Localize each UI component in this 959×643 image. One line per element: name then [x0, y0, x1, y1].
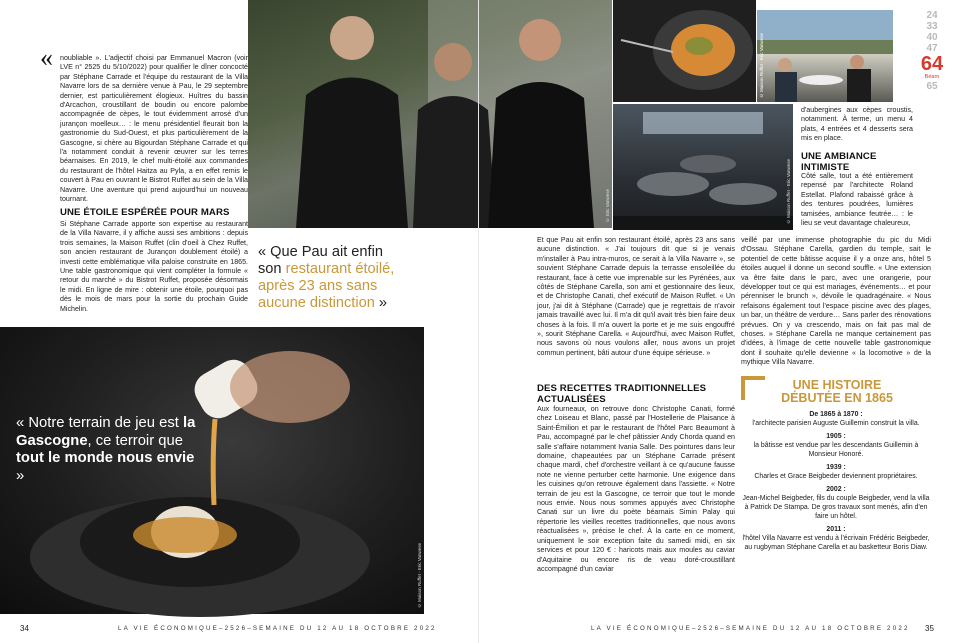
right-page — [479, 0, 959, 643]
terrace-illustration — [757, 10, 893, 102]
pull-quote — [258, 244, 408, 312]
section-paragraph-etoile: Si Stéphane Carrade apporte son expertise au restaurant de la Villa Navarre, il y affiche aussi ses ambitions : depuis trois semaines, la Maison Ruffet (clin d'oeil à Chez Ruffet, son ancien restaurant de Jurançon doublement étoilé) a investi cette emblématique villa paloise construite en 1865. Une table gastronomique qui vient compléter la formule « retour du marché » du Bistrot Ruffet, proposée désormais le midi. En ligne de mire : obtenir une étoile, pourquoi pas dès le mois de mars pour la sortie du prochain Guide Michelin. — [60, 220, 248, 313]
intro-paragraph: noubliable ». L'adjectif choisi par Emmanuel Macron (voir LVE n° 2525 du 5/10/2022) pour qualifier le dîner concocté par Stéphane Carrade et l'équipe du restaurant de la Villa Navarre lors de sa dernière venue à Pau, le 29 septembre dernier, est particulièrement élogieux. Huîtres du bassin d'Arcachon, croustillant de boudin ou encore palombe accompagnée de cèpes, le tout évidemment arrosé d'un jurançon moelleux… : le menu présidentiel fleurait bon la gastronomie du Sud-Ouest, et plus particulièrement de la Gascogne, si chère au Bigourdan Stéphane Carrade et qui l'a notamment conduit à revenir œuvrer sur les terres béarnaises. En 2019, le chef multi-étoilé aux commandes du restaurant de l'hôtel Haitza au Pyla, a en effet remis le couvert à Pau en ouvrant le Bistrot Ruffet au sein de la Villa Navarre. Une aventure qui prend aujourd'hui un nouveau tournant. — [60, 54, 248, 204]
section-heading-etoile: UNE ÉTOILE ESPÉRÉE POUR MARS — [60, 207, 230, 218]
image-quote-e: » — [16, 467, 25, 484]
section-paragraph-recettes: Aux fourneaux, on retrouve donc Christophe Canati, formé chez Loiseau et Blanc, passé par l'Hostellerie de Plaisance à Saint-Émilion et par le restaurant de l'hôtel Parc Beaumont à Pau, accompagné par le chef pâtissier Andy Chorda quand en salle s'affaire notamment Ivania Salle. Des pointures dans leur domaine, chapeautées par un Stéphane Carrade présent chaque mardi, chef d'orchestre veillant à ce qu'aucune fausse note ne vienne perturber cette harmonie. Une exigence dans les cuisines qu'on retrouve également dans l'assiette. « Notre terrain de jeu est la Gascogne, ce terroir que tout le monde nous envie. Nous nous sommes appuyés avec Christophe Canati sur un livre du poète béarnais Simin Palay qui répertorie les vieilles recettes traditionnelles, que nous avons réactualisées », précise le chef. À la carte en ce moment, uniquement le soir exception faite du samedi midi, en six services et pour 120 € : haricots mais aux moules au caviar d'Aquitaine ou encore ris de veau doré-croustillant accompagné d'un caviar — [537, 405, 735, 573]
dish-photo — [0, 327, 424, 614]
history-text: l'hôtel Villa Navarre est vendu à l'écrivain Frédéric Beigbeder, au rugbyman Stéphane Carella et au basketteur Boris Diaw. — [742, 535, 930, 551]
history-entry — [741, 432, 931, 459]
history-text: la bâtisse est vendue par les descendants Guillemin à Monsieur Honoré. — [753, 442, 919, 458]
page-gutter — [478, 0, 479, 643]
image-quote-b: la Gascogne — [16, 415, 196, 449]
history-year: 2002 : — [826, 486, 846, 493]
photo-credit: © Maison Ruffet - Eric Vanwese — [759, 32, 764, 98]
photo-credit: © Maison Ruffet - Eric Vanwese — [786, 158, 791, 224]
col1-paragraph: Et que Pau ait enfin son restaurant étoilé, après 23 ans sans aucune distinction. « J'ai toujours dit que si je venais m'installer à Pau intra-muros, ce serait à la Villa Navarre », se souvient Stéphane Carrade depuis la terrasse ensoleillée du restaurant, face à cette vue imprenable sur les Pyrénées, aux côtés de Stéphane Carella, son ami et gestionnaire des lieux, et de Christophe Canati, chef exécutif de Maison Ruffet. « Un jour, j'ai dit à Stéphane (Carrade) que je regrettais de n'avoir jamais travaillé avec lui. Il m'a dit qu'il avait très bien faire deux choses à la fois. Il m'a ouvert la porte et je me suis engouffré », sourit Stéphane Carella. « Aujourd'hui, avec Maison Ruffet, nous savons où nous voulons aller, nous avons un projet commun pertinent, bâti autour d'une équipe sérieuse. » — [537, 236, 735, 357]
plate-illustration — [613, 0, 756, 102]
pull-quote-plain: « Que Pau ait enfin son — [258, 244, 383, 277]
section-paragraph-ambiance-bottom: veillé par une immense photographie du pic du Midi d'Ossau. Stéphane Carella, gardien du temple, sait le potentiel de cette bâtisse acquise il y a onze ans, hôtel 5 étoiles auquel il donne un second souffle. « Une extension va être faite dans le parc, avec une orangerie, pour développer tout ce qui est mariages, événements… et pour pérenniser le brunch », dévoile le quadragénaire. « Nous refaisons également tout l'espace piscine avec des plages, un bar, un théâtre de verdure… Sans parler des rénovations prévues. On y va crescendo, mais on fait pas mal de choses. » Stéphane Carella ne manque certainement pas d'idées, à l'image de cette nouvelle table gastronomique dont il souhaite qu'elle devienne « la locomotive » de la mythique Villa Navarre. — [741, 236, 931, 367]
plate-photo — [613, 0, 756, 102]
photo-credit: © Eric Vanwese — [605, 188, 610, 222]
dept-current: 64 — [920, 53, 944, 75]
terrace-photo — [757, 10, 893, 102]
dept-24[interactable]: 24 — [926, 10, 938, 21]
history-title-line1: UNE HISTOIRE — [792, 378, 882, 392]
dept-65[interactable]: 65 — [926, 81, 938, 92]
dept-current-label: Béarn — [924, 74, 940, 80]
image-quote-c: , ce terroir que — [87, 432, 183, 449]
history-box-corner — [741, 376, 765, 400]
image-quote-a: « Notre terrain de jeu est — [16, 415, 183, 431]
image-quote — [16, 415, 196, 485]
history-text: l'architecte parisien Auguste Guillemin construit la villa. — [752, 420, 920, 427]
section-heading-ambiance: UNE AMBIANCE INTIMISTE — [801, 151, 877, 173]
history-entry — [741, 463, 931, 481]
opening-quote-mark: « — [40, 43, 53, 72]
dining-illustration — [613, 104, 793, 230]
dept-47[interactable]: 47 — [926, 43, 938, 54]
history-timeline — [741, 410, 931, 552]
dept-33[interactable]: 33 — [926, 21, 938, 32]
dining-room-photo — [613, 104, 793, 230]
pull-quote-end: » — [374, 295, 388, 311]
history-entry — [741, 410, 931, 428]
history-year: 1905 : — [826, 433, 846, 440]
history-box — [741, 376, 931, 586]
history-text: Charles et Grace Beigbeder deviennent propriétaires. — [754, 473, 918, 480]
page-number-right: 35 — [925, 624, 934, 633]
history-title-line2: DÉBUTÉE EN 1865 — [781, 391, 893, 405]
history-title — [767, 379, 907, 405]
history-entry — [741, 525, 931, 552]
dept-40[interactable]: 40 — [926, 32, 938, 43]
section-paragraph-ambiance-top: Côté salle, tout a été entièrement repensé par l'architecte Roland Estellat. Plafond rabaissé grâce à des tentures poudrées, lumières tamisées, ambiance feutrée… : le lieu se veut davantage chaleureux, — [801, 172, 913, 228]
history-text: Jean-Michel Beigbeder, fils du couple Beigbeder, vend la villa à Patrick De Stampa. De gros travaux sont menés, afin d'en faire un hôtel. — [742, 495, 930, 520]
history-year: 1939 : — [826, 464, 846, 471]
col2-top-paragraph: d'aubergines aux cèpes croustis, notamment. À terme, un menu 4 plats, 4 entrées et 4 desserts sera mis en place. — [801, 106, 913, 143]
footer-right: LA VIE ÉCONOMIQUE–2526–SEMAINE DU 12 AU 18 OCTOBRE 2022 — [591, 625, 910, 632]
photo-credit: © Maison Ruffet - Eric Vanwese — [417, 542, 422, 608]
image-quote-d: tout le monde nous envie — [16, 450, 195, 466]
history-year: De 1865 à 1870 : — [809, 411, 863, 418]
footer-left: LA VIE ÉCONOMIQUE–2526–SEMAINE DU 12 AU 18 OCTOBRE 2022 — [118, 625, 437, 632]
history-entry — [741, 485, 931, 521]
page-number-left: 34 — [20, 624, 29, 633]
history-year: 2011 : — [826, 526, 846, 533]
pull-quote-accent: restaurant étoilé, après 23 ans sans aucune distinction — [258, 261, 395, 311]
department-index — [915, 10, 949, 92]
section-heading-recettes: DES RECETTES TRADITIONNELLES ACTUALISÉES — [537, 383, 707, 405]
